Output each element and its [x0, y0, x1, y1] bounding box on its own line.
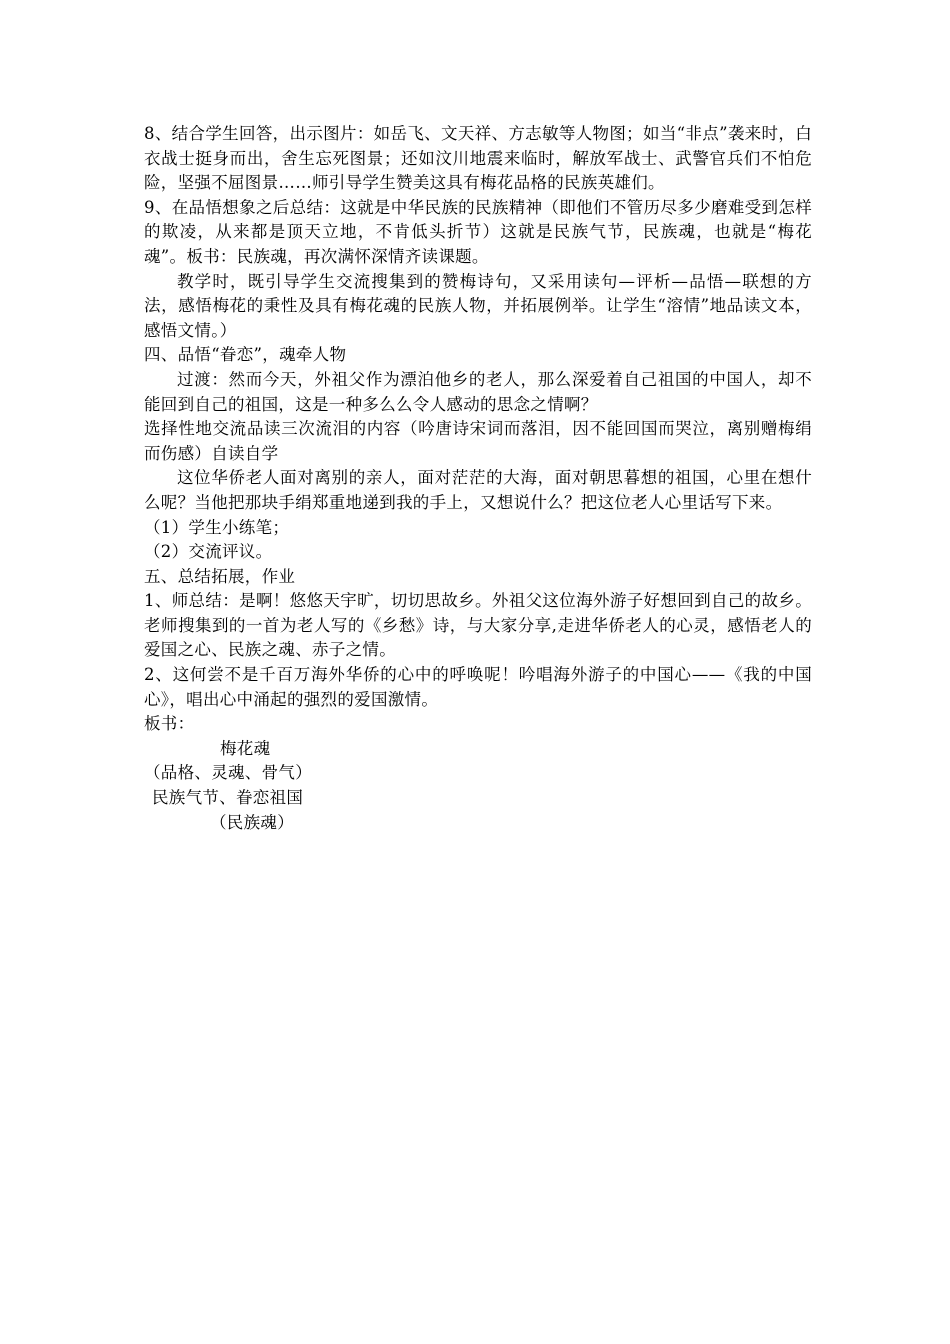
section-heading-4: 四、品悟“眷恋”，魂牵人物	[144, 345, 347, 365]
paragraph-selective-reading: 选择性地交流品读三次流泪的内容（吟唐诗宋词而落泪，因不能回国而哭泣，离别赠梅绢而伤感）自读自学	[144, 419, 812, 463]
paragraph-summary-1: 1、师总结：是啊！悠悠天宇旷，切切思故乡。外祖父这位海外游子好想回到自己的故乡。老师搜集到的一首为老人写的《乡愁》诗，与大家分享,走进华侨老人的心灵，感悟老人的爱国之心、民族之魂、赤子之情。	[144, 591, 812, 660]
paragraph-8: 8、结合学生回答，出示图片：如岳飞、文天祥、方志敏等人物图；如当“非点”袭来时，白衣战士挺身而出，舍生忘死图景；还如汶川地震来临时，解放军战士、武警官兵们不怕危险，坚强不屈图景……师引导学生赞美这具有梅花品格的民族英雄们。	[144, 124, 812, 193]
board-line-title: 梅花魂	[220, 738, 271, 758]
paragraph-writing-prompt: 这位华侨老人面对离别的亲人，面对茫茫的大海，面对朝思暮想的祖国，心里在想什么呢？当他把那块手绢郑重地递到我的手上，又想说什么？把这位老人心里话写下来。	[144, 468, 812, 512]
document-page	[144, 122, 812, 835]
board-heading: 板书：	[144, 714, 195, 734]
board-line-soul: （民族魂）	[210, 812, 294, 832]
paragraph-summary-2: 2、这何尝不是千百万海外华侨的心中的呼唤呢！吟唱海外游子的中国心——《我的中国心》，唱出心中涌起的强烈的爱国激情。	[144, 665, 812, 709]
board-line-qualities: （品格、灵魂、骨气）	[144, 763, 312, 783]
paragraph-transition: 过渡：然而今天，外祖父作为漂泊他乡的老人，那么深爱着自己祖国的中国人，却不能回到自己的祖国，这是一种多么么令人感动的思念之情啊？	[144, 369, 812, 414]
list-item-2: （2）交流评议。	[144, 542, 273, 562]
blackboard-outline	[144, 737, 812, 835]
paragraph-teaching-note: 教学时，既引导学生交流搜集到的赞梅诗句，又采用读句—评析—品悟—联想的方法，感悟梅花的秉性及具有梅花魂的民族人物，并拓展例举。让学生“溶情”地品读文本，感悟文情。）	[144, 271, 812, 340]
list-item-1: （1）学生小练笔；	[144, 517, 290, 537]
board-line-spirit: 民族气节、眷恋祖国	[152, 788, 304, 808]
section-heading-5: 五、总结拓展，作业	[144, 566, 296, 586]
paragraph-9: 9、在品悟想象之后总结：这就是中华民族的民族精神（即他们不管历尽多少磨难受到怎样的欺凌，从来都是顶天立地，不肯低头折节）这就是民族气节，民族魂，也就是“梅花魂”。板书：民族魂，再次满怀深情齐读课题。	[144, 197, 812, 266]
